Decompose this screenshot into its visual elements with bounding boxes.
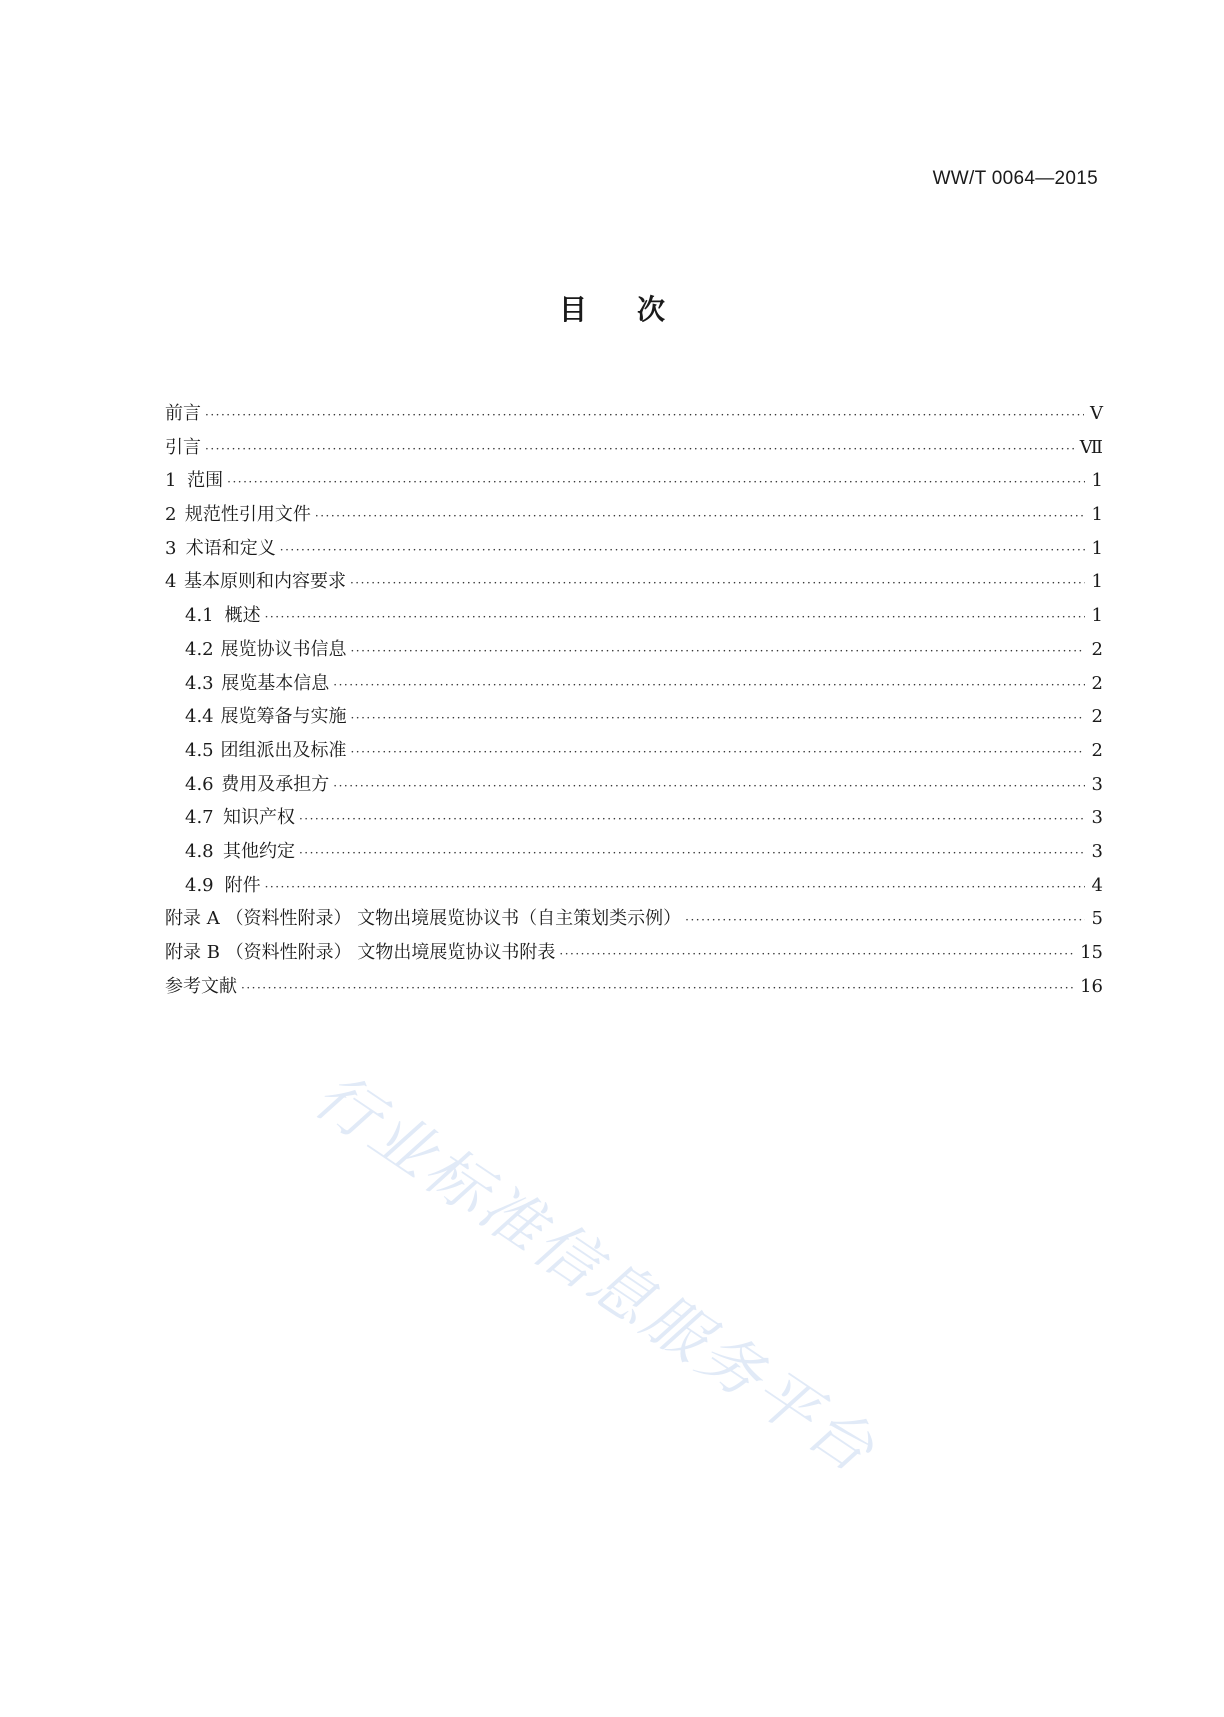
toc-entry[interactable]: [165, 972, 1103, 1006]
toc-entry-page: 1: [1091, 470, 1103, 492]
toc-entry-label: 其他约定: [222, 840, 295, 862]
toc-leader-dots: [350, 745, 1085, 759]
toc-leader-dots: [333, 678, 1085, 692]
toc-entry-number: 2: [165, 504, 177, 526]
toc-leader-dots: [299, 812, 1085, 826]
toc-entry-label: 附录 B （资料性附录） 文物出境展览协议书附表: [165, 942, 556, 963]
toc-entry-label: 展览协议书信息: [220, 638, 347, 660]
toc-entry[interactable]: [165, 904, 1103, 938]
toc-entry[interactable]: [165, 669, 1103, 703]
toc-leader-dots: [333, 779, 1085, 793]
toc-entry-label: 范围: [187, 470, 224, 492]
toc-entry-number: 4: [165, 571, 177, 593]
page-title: 目次: [558, 293, 715, 326]
toc-entry-page: 3: [1091, 773, 1103, 795]
toc-entry-page: 2: [1091, 739, 1103, 761]
toc-leader-dots: [350, 711, 1085, 725]
toc-entry[interactable]: [165, 938, 1103, 972]
toc-entry-label: 费用及承担方: [221, 773, 330, 795]
toc-leader-dots: [350, 576, 1085, 590]
toc-entry-number: 1: [165, 470, 177, 492]
toc-entry-label: 团组派出及标准: [220, 739, 347, 761]
document-code: WW/T 0064—2015: [932, 168, 1098, 189]
toc-entry-label: 参考文献: [165, 975, 237, 997]
toc-entry-label: 附录 A （资料性附录） 文物出境展览协议书（自主策划类示例）: [165, 908, 682, 930]
toc-entry-page: 1: [1091, 571, 1103, 593]
toc-entry-number: 4.4: [185, 706, 214, 728]
toc-entry-label: 引言: [165, 436, 201, 458]
toc-leader-dots: [685, 913, 1085, 927]
toc-entry[interactable]: [165, 702, 1103, 736]
toc-entry-page: 2: [1091, 638, 1103, 660]
toc-leader-dots: [205, 408, 1084, 422]
toc-entry-page: 5: [1091, 908, 1103, 930]
toc-entry-number: 4.2: [185, 638, 214, 660]
toc-entry-number: 4.7: [185, 807, 214, 829]
toc-leader-dots: [205, 442, 1074, 456]
toc-entry-page: 3: [1091, 807, 1103, 829]
toc-entry-label: 术语和定义: [185, 537, 276, 559]
table-of-contents: [165, 399, 1103, 1005]
toc-entry-page: 16: [1080, 975, 1103, 997]
toc-entry[interactable]: [165, 567, 1103, 601]
toc-entry-label: 基本原则和内容要求: [183, 571, 346, 593]
toc-leader-dots: [315, 509, 1085, 523]
toc-leader-dots: [241, 981, 1074, 995]
toc-entry[interactable]: [165, 803, 1103, 837]
toc-entry-page: 2: [1091, 672, 1103, 694]
toc-entry[interactable]: [165, 399, 1103, 433]
toc-entry-number: 4.1: [185, 605, 214, 627]
toc-entry[interactable]: [165, 466, 1103, 500]
toc-entry-page: 1: [1091, 504, 1103, 526]
toc-entry-number: 3: [165, 537, 177, 559]
toc-entry-label: 前言: [165, 403, 201, 424]
toc-entry-label: 附件: [224, 874, 261, 896]
toc-entry-label: 知识产权: [222, 807, 295, 829]
toc-entry-page: 2: [1091, 706, 1103, 728]
toc-leader-dots: [280, 543, 1085, 557]
toc-entry-page: 4: [1091, 874, 1103, 896]
toc-entry-number: 4.8: [185, 840, 214, 862]
toc-entry[interactable]: [165, 770, 1103, 804]
toc-entry[interactable]: [165, 534, 1103, 568]
toc-entry-number: 4.3: [185, 672, 214, 694]
toc-entry[interactable]: [165, 433, 1103, 467]
toc-leader-dots: [265, 610, 1085, 624]
toc-entry-page: Ⅶ: [1079, 436, 1103, 458]
toc-entry-label: 展览筹备与实施: [220, 706, 347, 728]
toc-entry[interactable]: [165, 635, 1103, 669]
toc-entry[interactable]: [165, 601, 1103, 635]
toc-leader-dots: [299, 846, 1085, 860]
toc-entry-page: 3: [1091, 840, 1103, 862]
toc-entry-number: 4.5: [185, 739, 214, 761]
toc-entry[interactable]: [165, 500, 1103, 534]
toc-entry-label: 展览基本信息: [221, 672, 330, 694]
toc-leader-dots: [559, 947, 1074, 961]
toc-entry-page: Ⅴ: [1090, 403, 1103, 424]
toc-entry[interactable]: [165, 837, 1103, 871]
toc-entry-page: 1: [1091, 605, 1103, 627]
toc-entry-page: 15: [1080, 942, 1103, 963]
toc-entry-number: 4.9: [185, 874, 214, 896]
toc-entry-page: 1: [1091, 537, 1103, 559]
toc-entry-number: 4.6: [185, 773, 214, 795]
watermark: 行业标准信息服务平台: [301, 1058, 890, 1488]
toc-leader-dots: [265, 880, 1085, 894]
toc-entry[interactable]: [165, 736, 1103, 770]
toc-leader-dots: [227, 475, 1085, 489]
toc-entry[interactable]: [165, 871, 1103, 905]
toc-entry-label: 规范性引用文件: [184, 504, 311, 526]
toc-leader-dots: [350, 644, 1085, 658]
toc-entry-label: 概述: [224, 605, 261, 627]
